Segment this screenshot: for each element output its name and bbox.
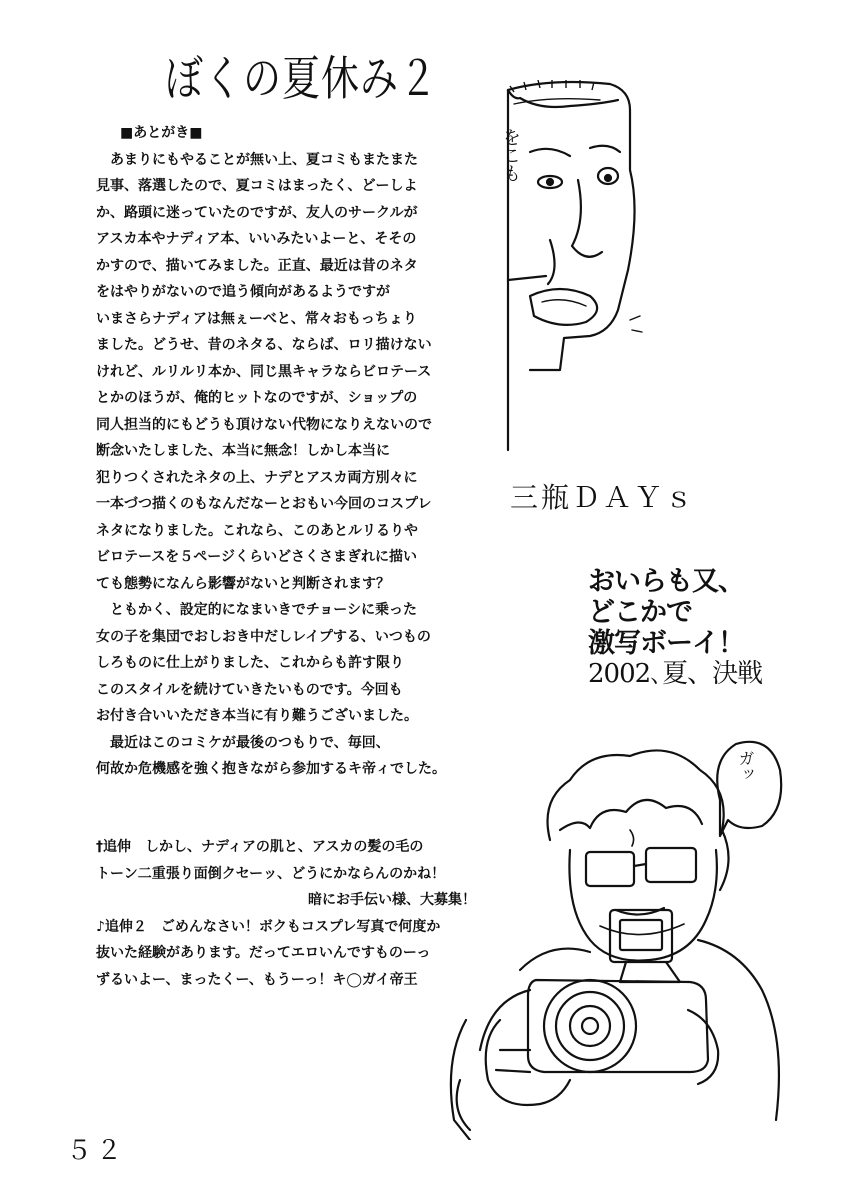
afterword-heading: ■あとがき■	[120, 125, 203, 141]
photographer-illustration	[440, 720, 800, 1140]
afterword-line: ともかく、設定的になまいきでチョーシに乗った	[96, 602, 418, 618]
afterword-line: か、路頭に迷っていたのですが、友人のサークルが	[96, 204, 418, 221]
afterword-line: このスタイルを続けていきたいものです。今回も	[96, 681, 403, 698]
afterword-line: 何故か危機感を強く抱きながら参加するキ帝ィでした。	[96, 761, 446, 777]
page-number: ５２	[66, 1136, 127, 1166]
speech-bubble-text: ガッ	[736, 750, 755, 782]
afterword-line: かすので、描いてみました。正直、最近は昔のネタ	[96, 257, 418, 274]
afterword-line: 一本づつ描くのもなんだなーとおもい今回のコスプレ	[96, 496, 432, 512]
afterword-line: ネタになりました。これなら、このあとルリるりや	[96, 522, 418, 539]
afterword-text	[96, 120, 506, 783]
postscript-line: †追伸 しかし、ナディアの肌と、アスカの髪の毛の	[96, 839, 424, 855]
afterword-line: けれど、ルリルリ本か、同じ黒キャラならビロテース	[96, 363, 432, 380]
postscript-line: 抜いた経験があります。だってエロいんですものーっ	[96, 945, 431, 961]
illustration-caption: 三瓶ＤＡＹｓ	[510, 481, 697, 514]
afterword-line: とかのほうが、俺的ヒットなのですが、ショップの	[96, 390, 418, 406]
postscript-line: ずるいよー、まったくー、もうーっ！キ◯ガイ帝王	[96, 971, 418, 988]
afterword-line: ました。どうせ、昔のネタる、ならば、ロリ描けない	[96, 337, 432, 353]
postscript-line: 暗にお手伝い様、大募集！	[308, 892, 476, 908]
afterword-line: 同人担当的にもどうも頂けない代物になりえないので	[96, 416, 432, 433]
shout-line: 激写ボーイ！	[588, 628, 744, 659]
afterword-line: 見事、落選したので、夏コミはまったく、どーしよ	[96, 178, 418, 194]
afterword-line: 犯りつくされたネタの上、ナデとアスカ両方別々に	[96, 469, 418, 486]
afterword-line: しろものに仕上がりました、これからも許す限り	[96, 655, 404, 671]
postscript-line: トーン二重張り面倒クセーッ、どうにかならんのかね！	[96, 865, 446, 882]
shout-line: 2002､夏、決戦	[588, 659, 763, 689]
page-title: ぼくの夏休み２	[165, 51, 439, 107]
afterword-line: あまりにもやることが無い上、夏コミもまたまた	[96, 151, 418, 168]
afterword-line: 断念いたしました、本当に無念！しかし本当に	[96, 443, 390, 459]
afterword-line: お付き合いいただき本当に有り難うございました。	[96, 708, 418, 724]
afterword-line: 女の子を集団でおしおき中だしレイプする、いつもの	[96, 628, 431, 645]
shout-text	[588, 566, 818, 690]
afterword-line: ビロテースを５ページくらいどさくさまぎれに描い	[96, 549, 418, 565]
hand-lettering: をこも	[500, 128, 521, 182]
postscript	[96, 834, 496, 993]
shout-line: おいらも又、	[588, 566, 744, 597]
afterword-line: いまさらナディアは無ぇーべと、常々おもっちょり	[96, 310, 417, 327]
shout-line: どこかで	[588, 597, 692, 628]
postscript-line: ♪追伸２ ごめんなさい！ボクもコスプレ写真で何度か	[96, 918, 441, 935]
afterword-line: ても態勢になんら影響がないと判断されます？	[96, 575, 390, 592]
afterword-line: 最近はこのコミケが最後のつもりで、毎回、	[96, 734, 390, 751]
afterword-line: をはやりがないので追う傾向があるようですが	[96, 284, 390, 300]
afterword-line: アスカ本やナディア本、いいみたいよーと、そその	[96, 231, 417, 247]
